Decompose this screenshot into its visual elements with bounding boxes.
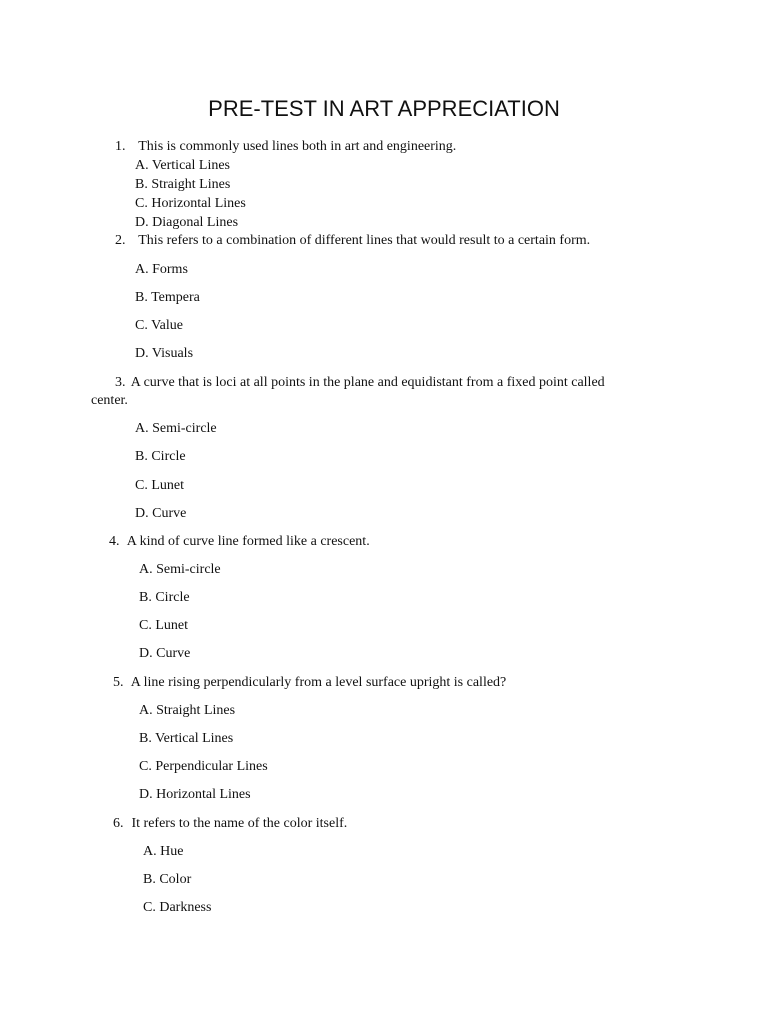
option-2b: B. Tempera: [135, 290, 200, 305]
question-5: [113, 674, 506, 692]
question-text: This is commonly used lines both in art and engineering.: [138, 139, 457, 154]
question-text: A line rising perpendicularly from a level surface upright is called?: [130, 675, 507, 690]
option-3a: A. Semi-circle: [135, 421, 217, 436]
question-2: [115, 232, 590, 250]
option-5d: D. Horizontal Lines: [139, 787, 251, 802]
option-6a: A. Hue: [143, 844, 184, 859]
question-number: 6.: [113, 816, 124, 831]
option-1a: A. Vertical Lines: [135, 158, 230, 173]
option-2d: D. Visuals: [135, 346, 194, 361]
option-5b: B. Vertical Lines: [139, 731, 234, 746]
question-text: A curve that is loci at all points in the plane and equidistant from a fixed point called: [130, 375, 605, 390]
option-1c: C. Horizontal Lines: [135, 196, 246, 211]
option-3b: B. Circle: [135, 449, 186, 464]
option-2c: C. Value: [135, 318, 183, 333]
option-1d: D. Diagonal Lines: [135, 215, 239, 230]
option-5c: C. Perpendicular Lines: [139, 759, 268, 774]
question-number: 4.: [109, 534, 120, 549]
option-1b: B. Straight Lines: [135, 177, 231, 192]
question-text: This refers to a combination of different lines that would result to a certain form.: [138, 233, 591, 248]
question-number: 2.: [115, 233, 126, 248]
question-6: [113, 815, 347, 833]
option-4b: B. Circle: [139, 590, 190, 605]
question-text: A kind of curve line formed like a crescent.: [126, 534, 370, 549]
option-4d: D. Curve: [139, 646, 191, 661]
option-3c: C. Lunet: [135, 478, 184, 493]
option-6c: C. Darkness: [143, 900, 212, 915]
question-4: [109, 533, 370, 551]
option-2a: A. Forms: [135, 262, 188, 277]
question-3-continuation: center.: [91, 393, 128, 408]
option-6b: B. Color: [143, 872, 192, 887]
question-number: 5.: [113, 675, 124, 690]
option-3d: D. Curve: [135, 506, 187, 521]
option-4a: A. Semi-circle: [139, 562, 221, 577]
option-4c: C. Lunet: [139, 618, 188, 633]
question-number: 1.: [115, 139, 126, 154]
question-text: It refers to the name of the color itself.: [131, 816, 348, 831]
option-5a: A. Straight Lines: [139, 703, 236, 718]
question-3: [115, 374, 605, 392]
page-title: PRE-TEST IN ART APPRECIATION: [208, 96, 560, 121]
question-1: [115, 138, 456, 156]
question-number: 3.: [115, 375, 126, 390]
